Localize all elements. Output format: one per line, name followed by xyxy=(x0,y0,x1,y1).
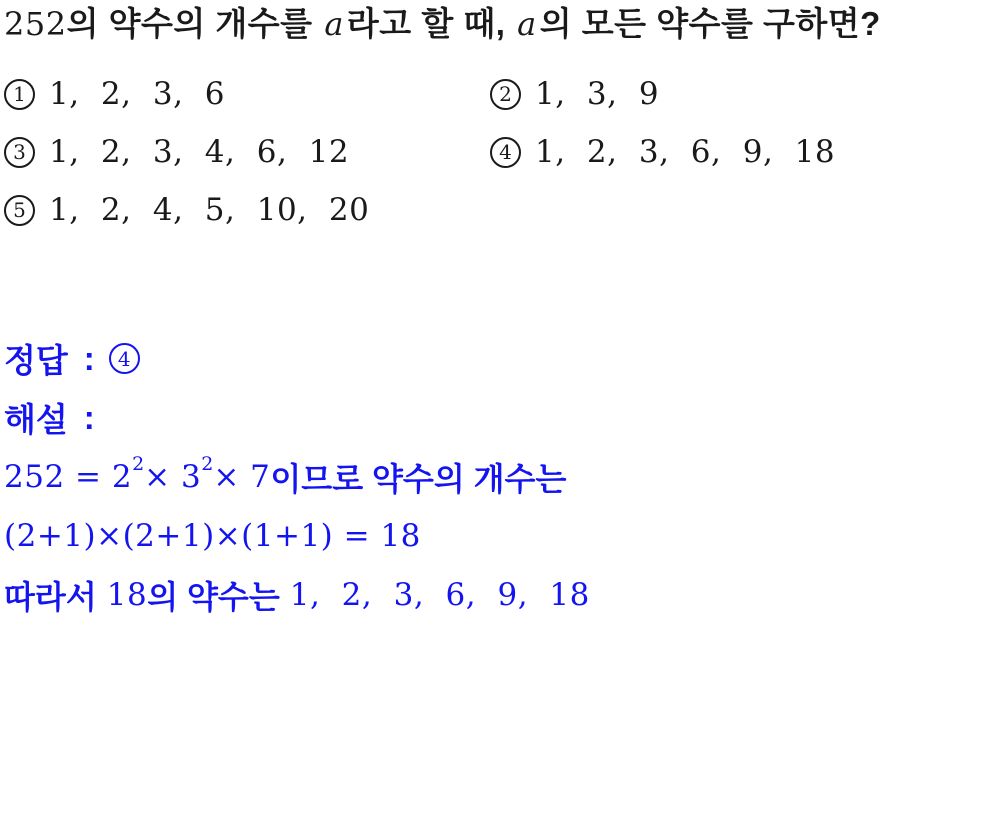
explanation-line-3 xyxy=(4,565,993,624)
answer-colon: : xyxy=(83,339,95,377)
question-text-1: 의 약수의 개수를 xyxy=(66,5,313,42)
answer-label: 정답 xyxy=(4,342,68,379)
option-4-number: 4 xyxy=(499,140,512,164)
question-number: 252 xyxy=(4,5,67,43)
factorization-base-2: × 3 xyxy=(144,458,202,495)
option-1-number: 1 xyxy=(13,82,26,106)
conclusion-number: 18 xyxy=(106,576,148,613)
explanation-line-2 xyxy=(4,506,993,565)
variable-a-2: a xyxy=(517,5,537,43)
answer-circled-number xyxy=(109,343,140,374)
option-4-circled-number xyxy=(490,137,521,168)
factorization-base-3: × 7 xyxy=(213,458,271,495)
conclusion-text-1: 따라서 xyxy=(4,578,97,615)
option-4-value: 1, 2, 3, 6, 9, 18 xyxy=(535,134,836,170)
option-5-number: 5 xyxy=(13,198,26,222)
answer-number: 4 xyxy=(117,346,131,371)
divisor-count-formula: (2+1)×(2+1)×(1+1) = 18 xyxy=(4,517,421,554)
question-title xyxy=(4,2,993,47)
option-3-number: 3 xyxy=(13,140,26,164)
option-5-circled-number xyxy=(4,195,35,226)
answer-line xyxy=(4,329,993,388)
explanation-line-1-text: 이므로 약수의 개수는 xyxy=(270,460,567,497)
question-text-3: 의 모든 약수를 구하면? xyxy=(539,5,881,42)
question-text-2: 라고 할 때, xyxy=(346,5,506,42)
option-3-circled-number xyxy=(4,137,35,168)
exponent-1: 2 xyxy=(132,452,145,475)
option-1 xyxy=(4,65,490,123)
factorization-base-1: 252 = 2 xyxy=(4,458,133,495)
option-4 xyxy=(490,123,993,181)
conclusion-text-2: 의 약수는 xyxy=(147,578,280,615)
conclusion-divisor-list: 1, 2, 3, 6, 9, 18 xyxy=(289,576,590,613)
option-2-value: 1, 3, 9 xyxy=(535,76,660,112)
option-3-value: 1, 2, 3, 4, 6, 12 xyxy=(49,134,350,170)
option-1-value: 1, 2, 3, 6 xyxy=(49,76,226,112)
solution-section xyxy=(4,329,993,624)
option-2-number: 2 xyxy=(499,82,512,106)
option-1-circled-number xyxy=(4,79,35,110)
explanation-colon: : xyxy=(83,398,95,436)
option-5 xyxy=(4,181,490,239)
explanation-line-1 xyxy=(4,447,993,506)
option-2-circled-number xyxy=(490,79,521,110)
explanation-label: 해설 xyxy=(4,401,68,438)
variable-a-1: a xyxy=(324,5,344,43)
option-3 xyxy=(4,123,490,181)
option-2 xyxy=(490,65,993,123)
options-grid xyxy=(4,65,993,239)
exponent-2: 2 xyxy=(201,452,214,475)
explanation-header xyxy=(4,388,993,447)
option-5-value: 1, 2, 4, 5, 10, 20 xyxy=(49,192,370,228)
